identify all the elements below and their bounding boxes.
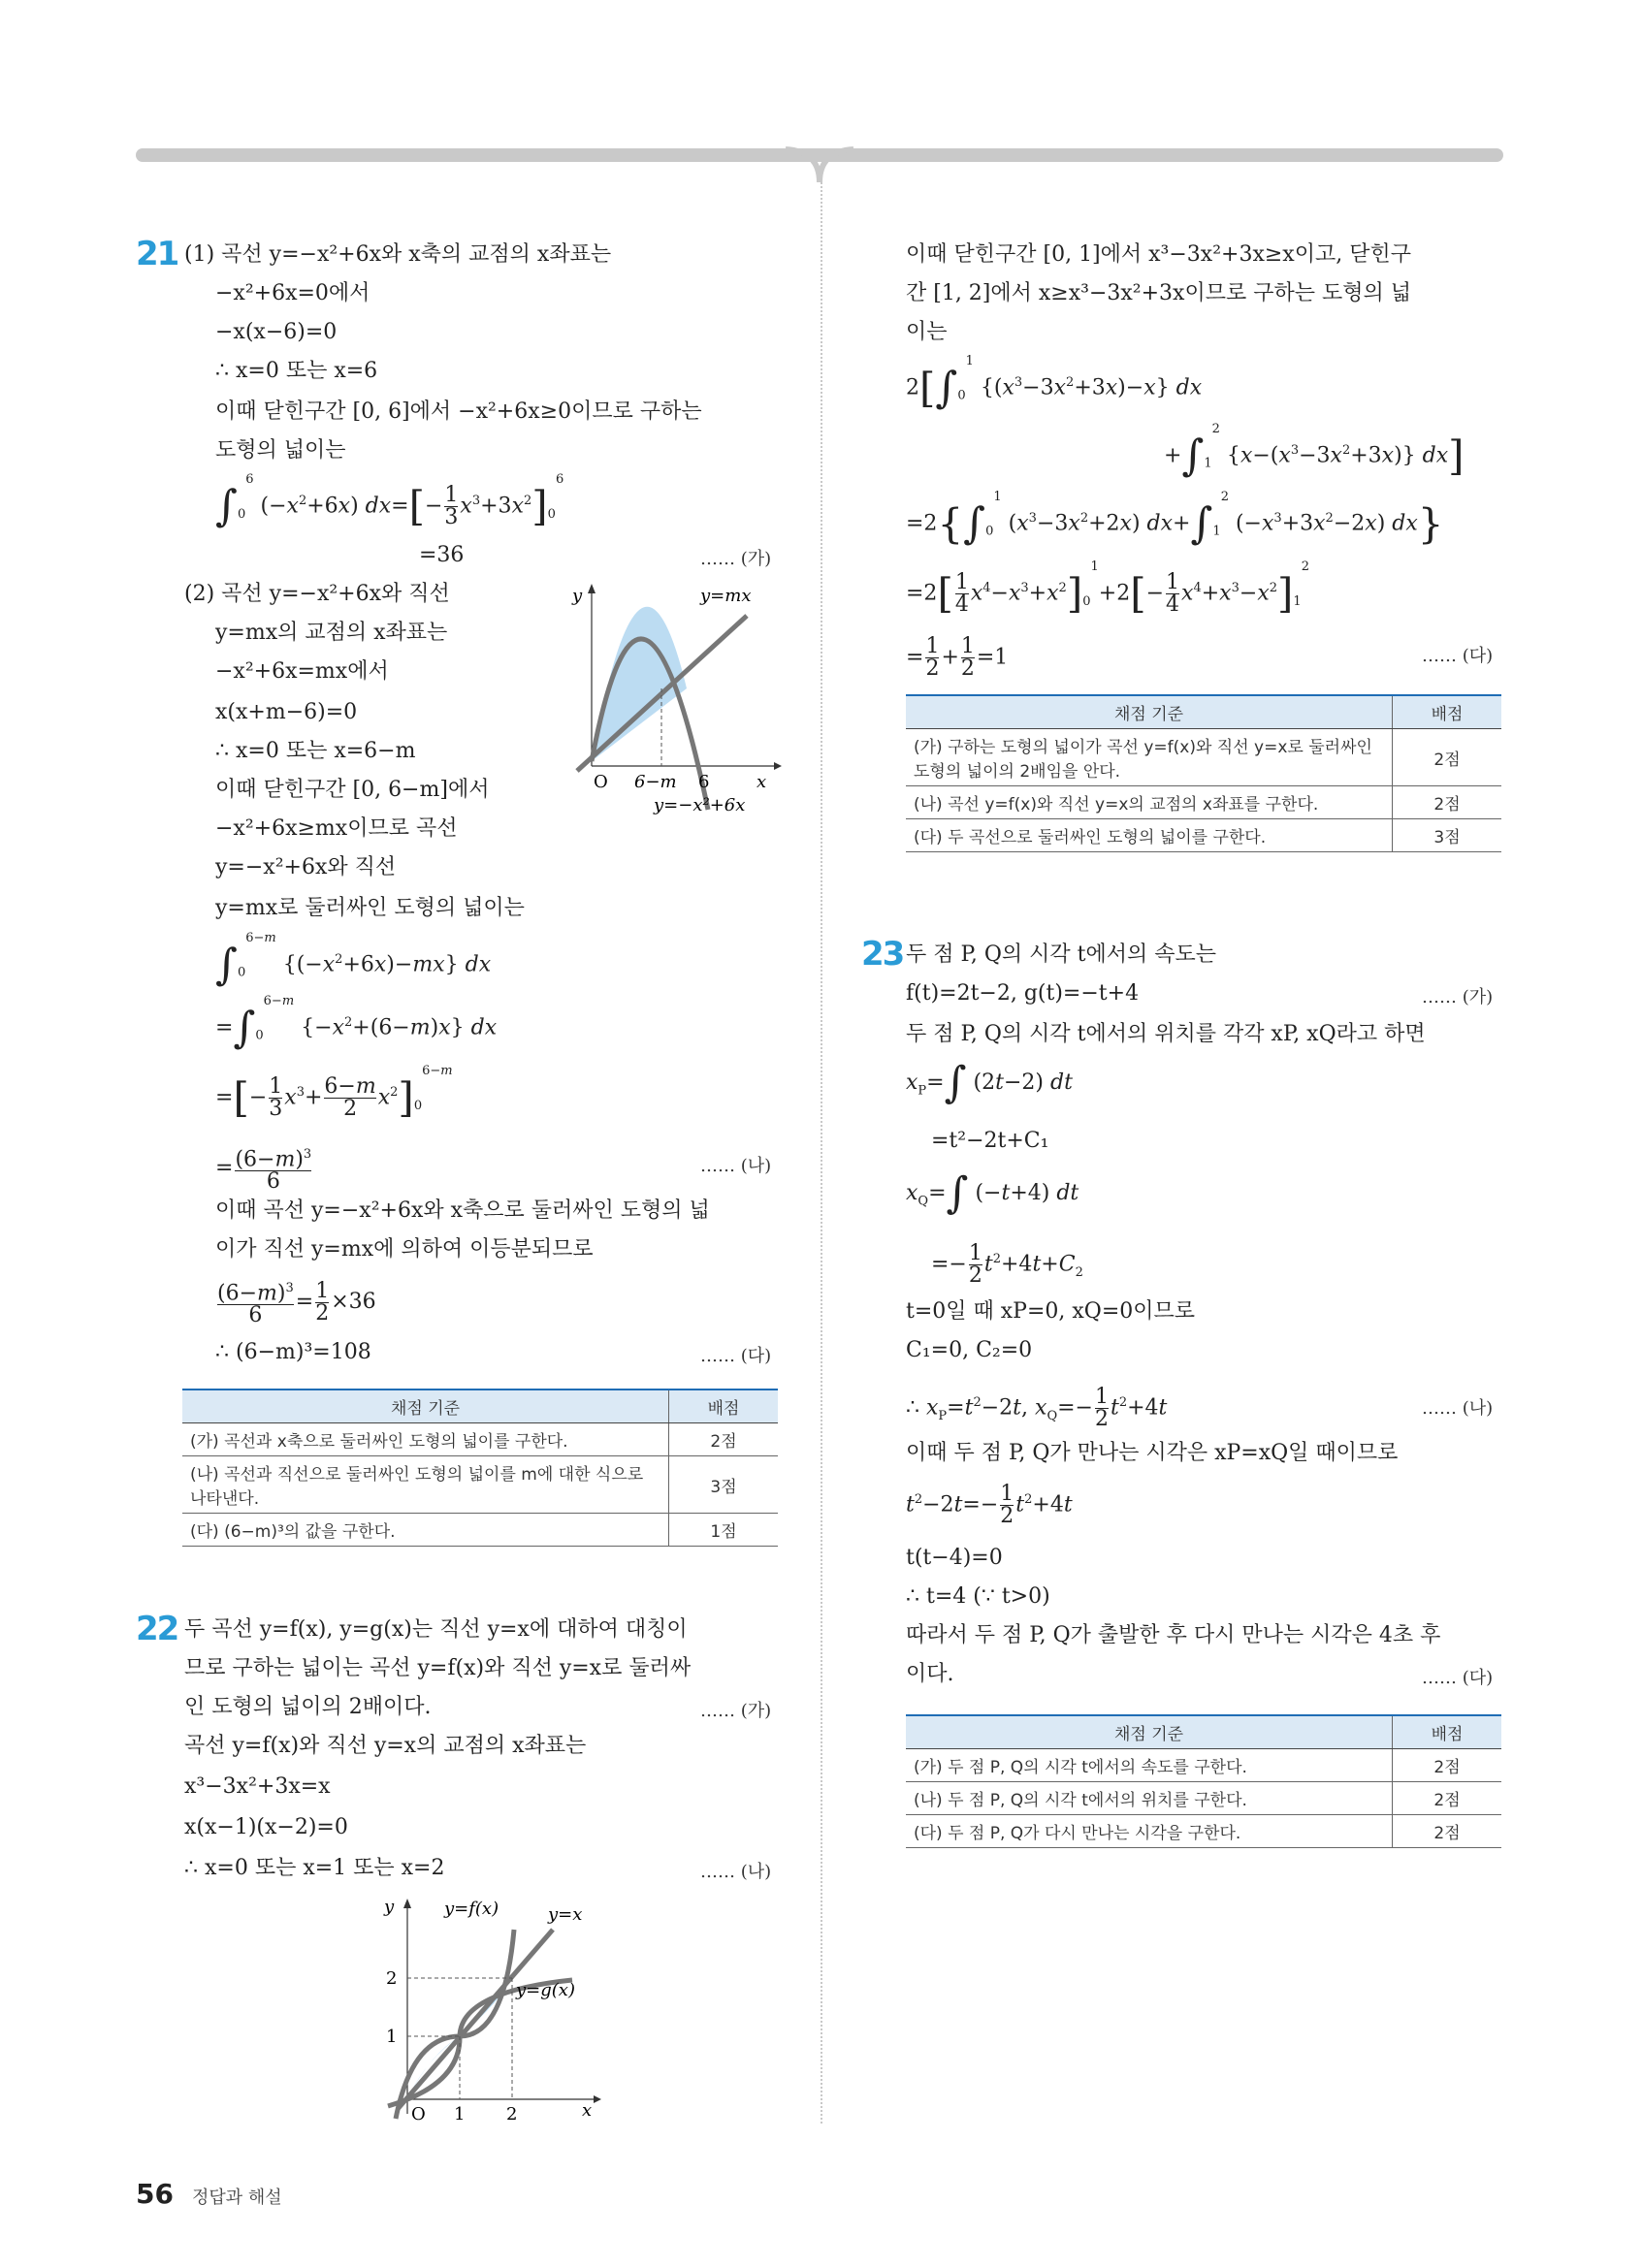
footer-section: 정답과 해설	[192, 2188, 282, 2208]
p23-line-9: C₁=0, C₂=0	[906, 1338, 1033, 1362]
p22-graph-x-label: x	[582, 2100, 593, 2121]
p22-mark-da: …… (다)	[1422, 646, 1494, 666]
p21-line-2: −x²+6x=0에서	[215, 281, 370, 305]
p22-score-table	[906, 694, 1501, 852]
table-row: (다) (6−m)³의 값을 구한다. 1점	[182, 1514, 778, 1547]
p21-line-12: x(x+m−6)=0	[215, 700, 358, 724]
p22-right-line-1: 이때 닫힌구간 [0, 1]에서 x³−3x²+3x≥x이고, 닫힌구	[906, 242, 1411, 267]
p23-line-3: 두 점 P, Q의 시각 t에서의 위치를 각각 xP, xQ라고 하면	[906, 1022, 1426, 1046]
table-header-points: 배점	[1393, 695, 1502, 729]
p21-line-15: −x²+6x≥mx이므로 곡선	[215, 816, 458, 841]
p22-graph-tick-x2: 2	[506, 2104, 518, 2124]
p21-graph-curve-label: y=−x²+6x	[654, 795, 746, 815]
p21-result: = $\frac{(6-m)^3}{6}$	[215, 1144, 313, 1193]
p21-line-8: =36	[419, 543, 465, 567]
p22-line-6: x(x−1)(x−2)=0	[184, 1815, 348, 1839]
p23-line-2: f(t)=2t−2, g(t)=−t+4	[906, 981, 1140, 1006]
p21-line-5: 이때 닫힌구간 [0, 6]에서 −x²+6x≥0이므로 구하는	[215, 399, 702, 424]
p21-graph-tick-6: 6	[698, 772, 710, 792]
p21-graph-x-label: x	[757, 772, 767, 792]
problem-number-23: 23	[861, 935, 904, 974]
p23-mark-da: …… (다)	[1422, 1668, 1494, 1688]
p22-line-4: 곡선 y=f(x)와 직선 y=x의 교점의 x좌표는	[184, 1734, 587, 1758]
p21-line-10: y=mx의 교점의 x좌표는	[215, 621, 448, 645]
p21-line-23: 이가 직선 y=mx에 의하여 이등분되므로	[215, 1237, 594, 1262]
p21-equation: $\frac{(6-m)^3}{6}$ = $\frac{1}{2}$ ×36	[217, 1278, 376, 1328]
table-header-criteria: 채점 기준	[906, 695, 1393, 729]
page-number: 56	[136, 2178, 174, 2210]
p23-line-13: t(t−4)=0	[906, 1546, 1003, 1570]
table-header-criteria: 채점 기준	[906, 1715, 1393, 1749]
p21-line-14: 이때 닫힌구간 [0, 6−m]에서	[215, 778, 490, 802]
p21-graph	[553, 572, 786, 815]
p22-graph-tick-y1: 1	[386, 2027, 398, 2047]
p23-line-11: 이때 두 점 P, Q가 만나는 시각은 xP=xQ일 때이므로	[906, 1441, 1399, 1465]
p23-line-1: 두 점 P, Q의 시각 t에서의 속도는	[906, 942, 1216, 967]
p22-graph	[369, 1891, 621, 2124]
p23-line-15: 따라서 두 점 P, Q가 출발한 후 다시 만나는 시각은 4초 후	[906, 1623, 1441, 1647]
p22-line-2: 므로 구하는 넓이는 곡선 y=f(x)와 직선 y=x로 둘러싸	[184, 1656, 692, 1680]
p22-mark-ga: …… (가)	[700, 1701, 772, 1721]
p21-score-table	[182, 1389, 778, 1547]
p23-line-16: 이다.	[906, 1662, 954, 1686]
p23-mark-na: …… (나)	[1422, 1398, 1494, 1419]
p22-graph-f-label: y=f(x)	[444, 1899, 499, 1919]
p21-integral-3: $=\int_0^{6-m}$ $\{-x^2+(6-m)x\}$ dx	[215, 994, 498, 1053]
p22-line-1: 두 곡선 y=f(x), y=g(x)는 직선 y=x에 대하여 대칭이	[184, 1617, 688, 1642]
p22-graph-line-label: y=x	[548, 1904, 583, 1925]
p23-line-14: ∴ t=4 (∵ t>0)	[906, 1584, 1050, 1609]
p22-integral-2: $+\int_1^2$ $\{x-(x^3-3x^2+3x)\}$ dx]	[1164, 422, 1465, 481]
top-notch-decoration	[786, 145, 853, 184]
p23-equation: $t^2-2t=-$ $\frac{1}{2}$ $t^2+4t$	[906, 1482, 1073, 1528]
p21-line-3: −x(x−6)=0	[215, 320, 338, 344]
p23-xq-result: =− $\frac{1}{2}$ $t^2+4t+C_2$	[931, 1241, 1083, 1288]
table-row: (나) 곡선과 직선으로 둘러싸인 도형의 넓이를 m에 대한 식으로 나타낸다. 3점	[182, 1456, 778, 1514]
p22-line-5: x³−3x²+3x=x	[184, 1774, 331, 1799]
p22-mark-na: …… (나)	[700, 1862, 772, 1882]
p21-line-6: 도형의 넓이는	[215, 438, 346, 463]
p21-graph-tick-6-m: 6−m	[634, 772, 677, 792]
p22-graph-tick-y2: 2	[386, 1968, 398, 1989]
p23-mark-ga: …… (가)	[1422, 987, 1494, 1007]
p21-mark-ga: …… (가)	[700, 549, 772, 569]
p21-line-4: ∴ x=0 또는 x=6	[215, 359, 378, 383]
table-row: (가) 구하는 도형의 넓이가 곡선 y=f(x)와 직선 y=x로 둘러싸인 도형의 넓이의 2배임을 안다. 2점	[906, 729, 1501, 786]
p22-graph-g-label: y=g(x)	[516, 1980, 575, 2000]
p21-integral-2: $\int_0^{6-m}$ $\{(-x^2+6x)-mx\}$ dx	[215, 931, 492, 990]
table-row: (나) 곡선 y=f(x)와 직선 y=x의 교점의 x좌표를 구한다. 2점	[906, 786, 1501, 819]
p23-line-8: t=0일 때 xP=0, xQ=0이므로	[906, 1299, 1196, 1324]
p23-xq-integral: $x_Q=\int$ (−t+4) dt	[906, 1168, 1079, 1218]
p21-line-11: −x²+6x=mx에서	[215, 659, 389, 684]
p22-result: = $\frac{1}{2}$ + $\frac{1}{2}$ =1	[906, 634, 1009, 681]
p21-line-1: (1) 곡선 y=−x²+6x와 x축의 교점의 x좌표는	[184, 242, 612, 267]
p21-line-13: ∴ x=0 또는 x=6−m	[215, 739, 416, 763]
p21-line-25: ∴ (6−m)³=108	[215, 1340, 371, 1364]
p22-right-line-2: 간 [1, 2]에서 x≥x³−3x²+3x이므로 구하는 도형의 넓	[906, 281, 1411, 305]
p22-graph-y-label: y	[384, 1897, 395, 1917]
p21-line-22: 이때 곡선 y=−x²+6x와 x축으로 둘러싸인 도형의 넓	[215, 1198, 710, 1223]
p21-line-9: (2) 곡선 y=−x²+6x와 직선	[184, 582, 450, 606]
p21-graph-line-label: y=mx	[700, 586, 752, 606]
p21-mark-na: …… (나)	[700, 1156, 772, 1176]
table-row: (나) 두 점 P, Q의 시각 t에서의 위치를 구한다. 2점	[906, 1782, 1501, 1815]
table-header-criteria: 채점 기준	[182, 1390, 669, 1423]
p21-integral-1: $\int_0^6$ $(-x^2+6x)$ dx=[− $\frac{1}{3}$ $x^3+3x^2]_0^6$	[215, 472, 564, 531]
p21-antiderivative: =[− $\frac{1}{3}$ $x^3+$ $\frac{6-m}{2}$ $x^2]_0^{6-m}$	[215, 1064, 453, 1122]
p22-integral-1: $2[\int_0^1$ $\{(x^3-3x^2+3x)-x\}$ dx	[906, 354, 1203, 413]
p23-xp-integral: $x_P=\int$ (2t−2) dt	[906, 1058, 1073, 1107]
p22-right-line-3: 이는	[906, 320, 948, 344]
p21-line-16: y=−x²+6x와 직선	[215, 855, 397, 879]
p21-mark-da: …… (다)	[700, 1346, 772, 1366]
table-row: (가) 곡선과 x축으로 둘러싸인 도형의 넓이를 구한다. 2점	[182, 1423, 778, 1456]
p23-line-5: =t²−2t+C₁	[931, 1129, 1049, 1153]
p23-positions: ∴ $x_P=t^2-2t$, $x_Q=-$ $\frac{1}{2}$ $t^2+4t$	[906, 1385, 1168, 1431]
p22-graph-tick-x1: 1	[454, 2104, 466, 2124]
p21-graph-origin: O	[594, 772, 608, 792]
p22-line-7: ∴ x=0 또는 x=1 또는 x=2	[184, 1856, 445, 1880]
problem-number-22: 22	[136, 1610, 178, 1648]
table-header-points: 배점	[1393, 1715, 1502, 1749]
table-row: (다) 두 점 P, Q가 다시 만나는 시각을 구한다. 2점	[906, 1815, 1501, 1848]
table-row: (다) 두 곡선으로 둘러싸인 도형의 넓이를 구한다. 3점	[906, 819, 1501, 852]
p21-graph-y-label: y	[572, 586, 583, 606]
problem-number-21: 21	[136, 235, 178, 273]
p23-score-table	[906, 1714, 1501, 1848]
table-row: (가) 두 점 P, Q의 시각 t에서의 속도를 구한다. 2점	[906, 1749, 1501, 1782]
p22-line-3: 인 도형의 넓이의 2배이다.	[184, 1695, 432, 1719]
p22-antiderivative: =2[ $\frac{1}{4}$ $x^4-x^3+x^2]_0^1+2[-$ $\frac{1}{4}$ $x^4+x^3-x^2]_1^2$	[906, 559, 1309, 618]
table-header-points: 배점	[669, 1390, 779, 1423]
p22-graph-origin: O	[411, 2104, 426, 2124]
p21-line-17: y=mx로 둘러싸인 도형의 넓이는	[215, 896, 525, 920]
p22-integral-3: $=2\{\int_0^1$ $(x^3-3x^2+2x)$ $dx+\int_1^2$ $(-x^3+3x^2-2x)$ dx}	[906, 490, 1444, 549]
column-divider	[821, 175, 822, 2124]
